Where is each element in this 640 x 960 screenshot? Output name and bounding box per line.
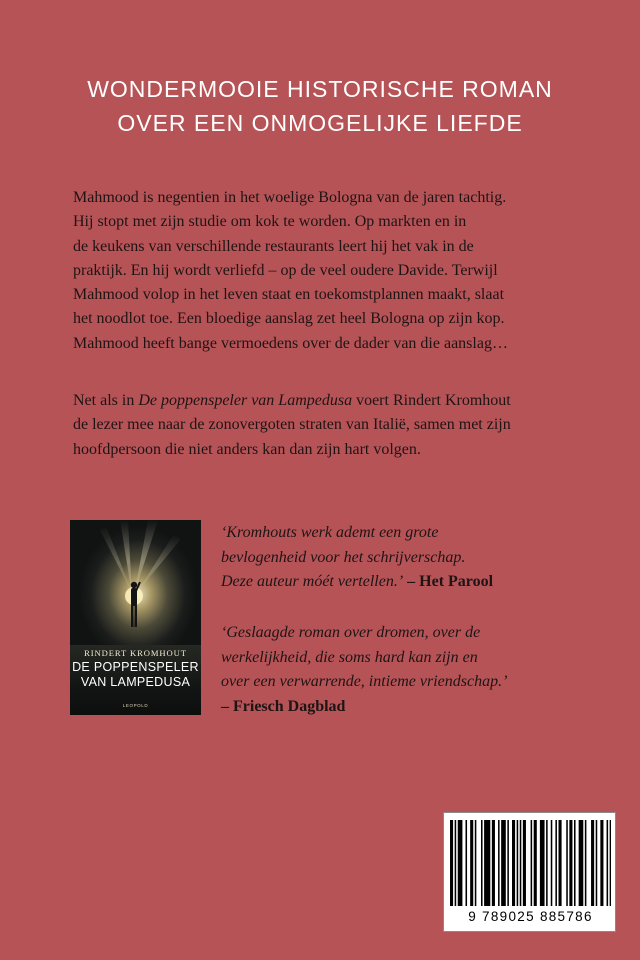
back-cover-headline xyxy=(0,72,640,140)
blurb-paragraph-2 xyxy=(73,389,573,462)
barcode-bar xyxy=(512,820,515,906)
barcode-bars xyxy=(450,820,611,910)
barcode-bar xyxy=(481,820,483,906)
blurb-line: Mahmood heeft bange vermoedens over de dader van die aanslag… xyxy=(73,334,508,352)
barcode-bar xyxy=(534,820,537,906)
barcode-bar xyxy=(551,820,553,906)
cover-publisher: LEOPOLD xyxy=(122,703,149,708)
quote-line: ‘Geslaagde roman over dromen, over de xyxy=(221,624,481,641)
barcode-bar xyxy=(517,820,519,906)
barcode-bar xyxy=(470,820,473,906)
barcode-bar xyxy=(579,820,584,906)
barcode-bar xyxy=(466,820,468,906)
barcode-bar xyxy=(458,820,463,906)
review-quote-het-parool xyxy=(221,521,601,595)
quote-line xyxy=(221,570,601,595)
barcode-bar xyxy=(610,820,611,906)
barcode-bar xyxy=(507,820,509,906)
review-quote-friesch-dagblad xyxy=(221,621,601,719)
blurb-line: Mahmood volop in het leven staat en toekomstplannen maakt, slaat xyxy=(73,286,505,304)
silhouette-figure-icon xyxy=(127,580,141,632)
barcode-bar xyxy=(484,820,490,906)
blurb-paragraph-1 xyxy=(73,186,573,356)
barcode-bar xyxy=(600,820,603,906)
barcode-bar xyxy=(566,820,568,906)
quote-line: werkelijkheid, die soms hard kan zijn en xyxy=(221,648,478,666)
barcode-bar xyxy=(540,820,545,906)
quote-line: ‘Kromhouts werk ademt een grote xyxy=(221,524,439,541)
barcode-bar xyxy=(498,820,500,906)
barcode-bar xyxy=(607,820,609,906)
barcode-bar xyxy=(450,820,453,906)
isbn-barcode xyxy=(443,812,616,932)
quote-source: – Het Parool xyxy=(403,573,494,590)
barcode-bar xyxy=(523,820,526,906)
barcode-bar xyxy=(546,820,548,906)
barcode-bar xyxy=(574,820,576,906)
barcode-bar xyxy=(520,820,522,906)
previous-book-cover xyxy=(70,520,201,715)
quote-text: Deze auteur móét vertellen.’ xyxy=(221,573,404,590)
blurb-line xyxy=(73,389,573,413)
barcode-bar xyxy=(455,820,457,906)
barcode-bar xyxy=(569,820,572,906)
barcode-bar xyxy=(559,820,562,906)
barcode-bar xyxy=(585,820,587,906)
blurb-line: de keukens van verschillende restaurants leert hij het vak in de xyxy=(73,237,474,255)
headline-line-1: WONDERMOOIE HISTORISCHE ROMAN xyxy=(87,76,553,102)
barcode-bar xyxy=(591,820,594,906)
blurb-line: praktijk. En hij wordt verliefd – op de veel oudere Davide. Terwijl xyxy=(73,261,498,279)
blurb-line: Mahmood is negentien in het woelige Bologna van de jaren tachtig. xyxy=(73,189,507,206)
quote-source: – Friesch Dagblad xyxy=(221,697,346,715)
blurb-text: Net als in xyxy=(73,392,139,409)
blurb-line: de lezer mee naar de zonovergoten straten van Italië, samen met zijn xyxy=(73,416,511,434)
isbn-digits: 9 789025 885786 xyxy=(468,909,593,924)
quote-line: bevlogenheid voor het schrijverschap. xyxy=(221,548,466,566)
headline-line-2: OVER EEN ONMOGELIJKE LIEFDE xyxy=(117,110,523,136)
cover-title-line-2: VAN LAMPEDUSA xyxy=(80,675,191,689)
cover-title xyxy=(70,660,201,690)
blurb-line: Hij stopt met zijn studie om kok te worden. Op markten en in xyxy=(73,213,467,231)
barcode-bar xyxy=(531,820,533,906)
cover-title-line-1: DE POPPENSPELER xyxy=(72,660,199,674)
barcode-bar xyxy=(596,820,598,906)
barcode-bar xyxy=(492,820,495,906)
barcode-bar xyxy=(501,820,506,906)
blurb-text: voert Rindert Kromhout xyxy=(352,392,511,409)
book-title-reference: De poppenspeler van Lampedusa xyxy=(138,392,353,409)
cover-author: RINDERT KROMHOUT xyxy=(84,648,187,658)
barcode-bar xyxy=(555,820,557,906)
blurb-line: het noodlot toe. Een bloedige aanslag zet heel Bologna op zijn kop. xyxy=(73,310,505,328)
blurb-line: hoofdpersoon die niet anders kan dan zijn hart volgen. xyxy=(73,440,421,458)
quote-line: over een verwarrende, intieme vriendschap.’ xyxy=(221,673,508,690)
barcode-bar xyxy=(475,820,477,906)
